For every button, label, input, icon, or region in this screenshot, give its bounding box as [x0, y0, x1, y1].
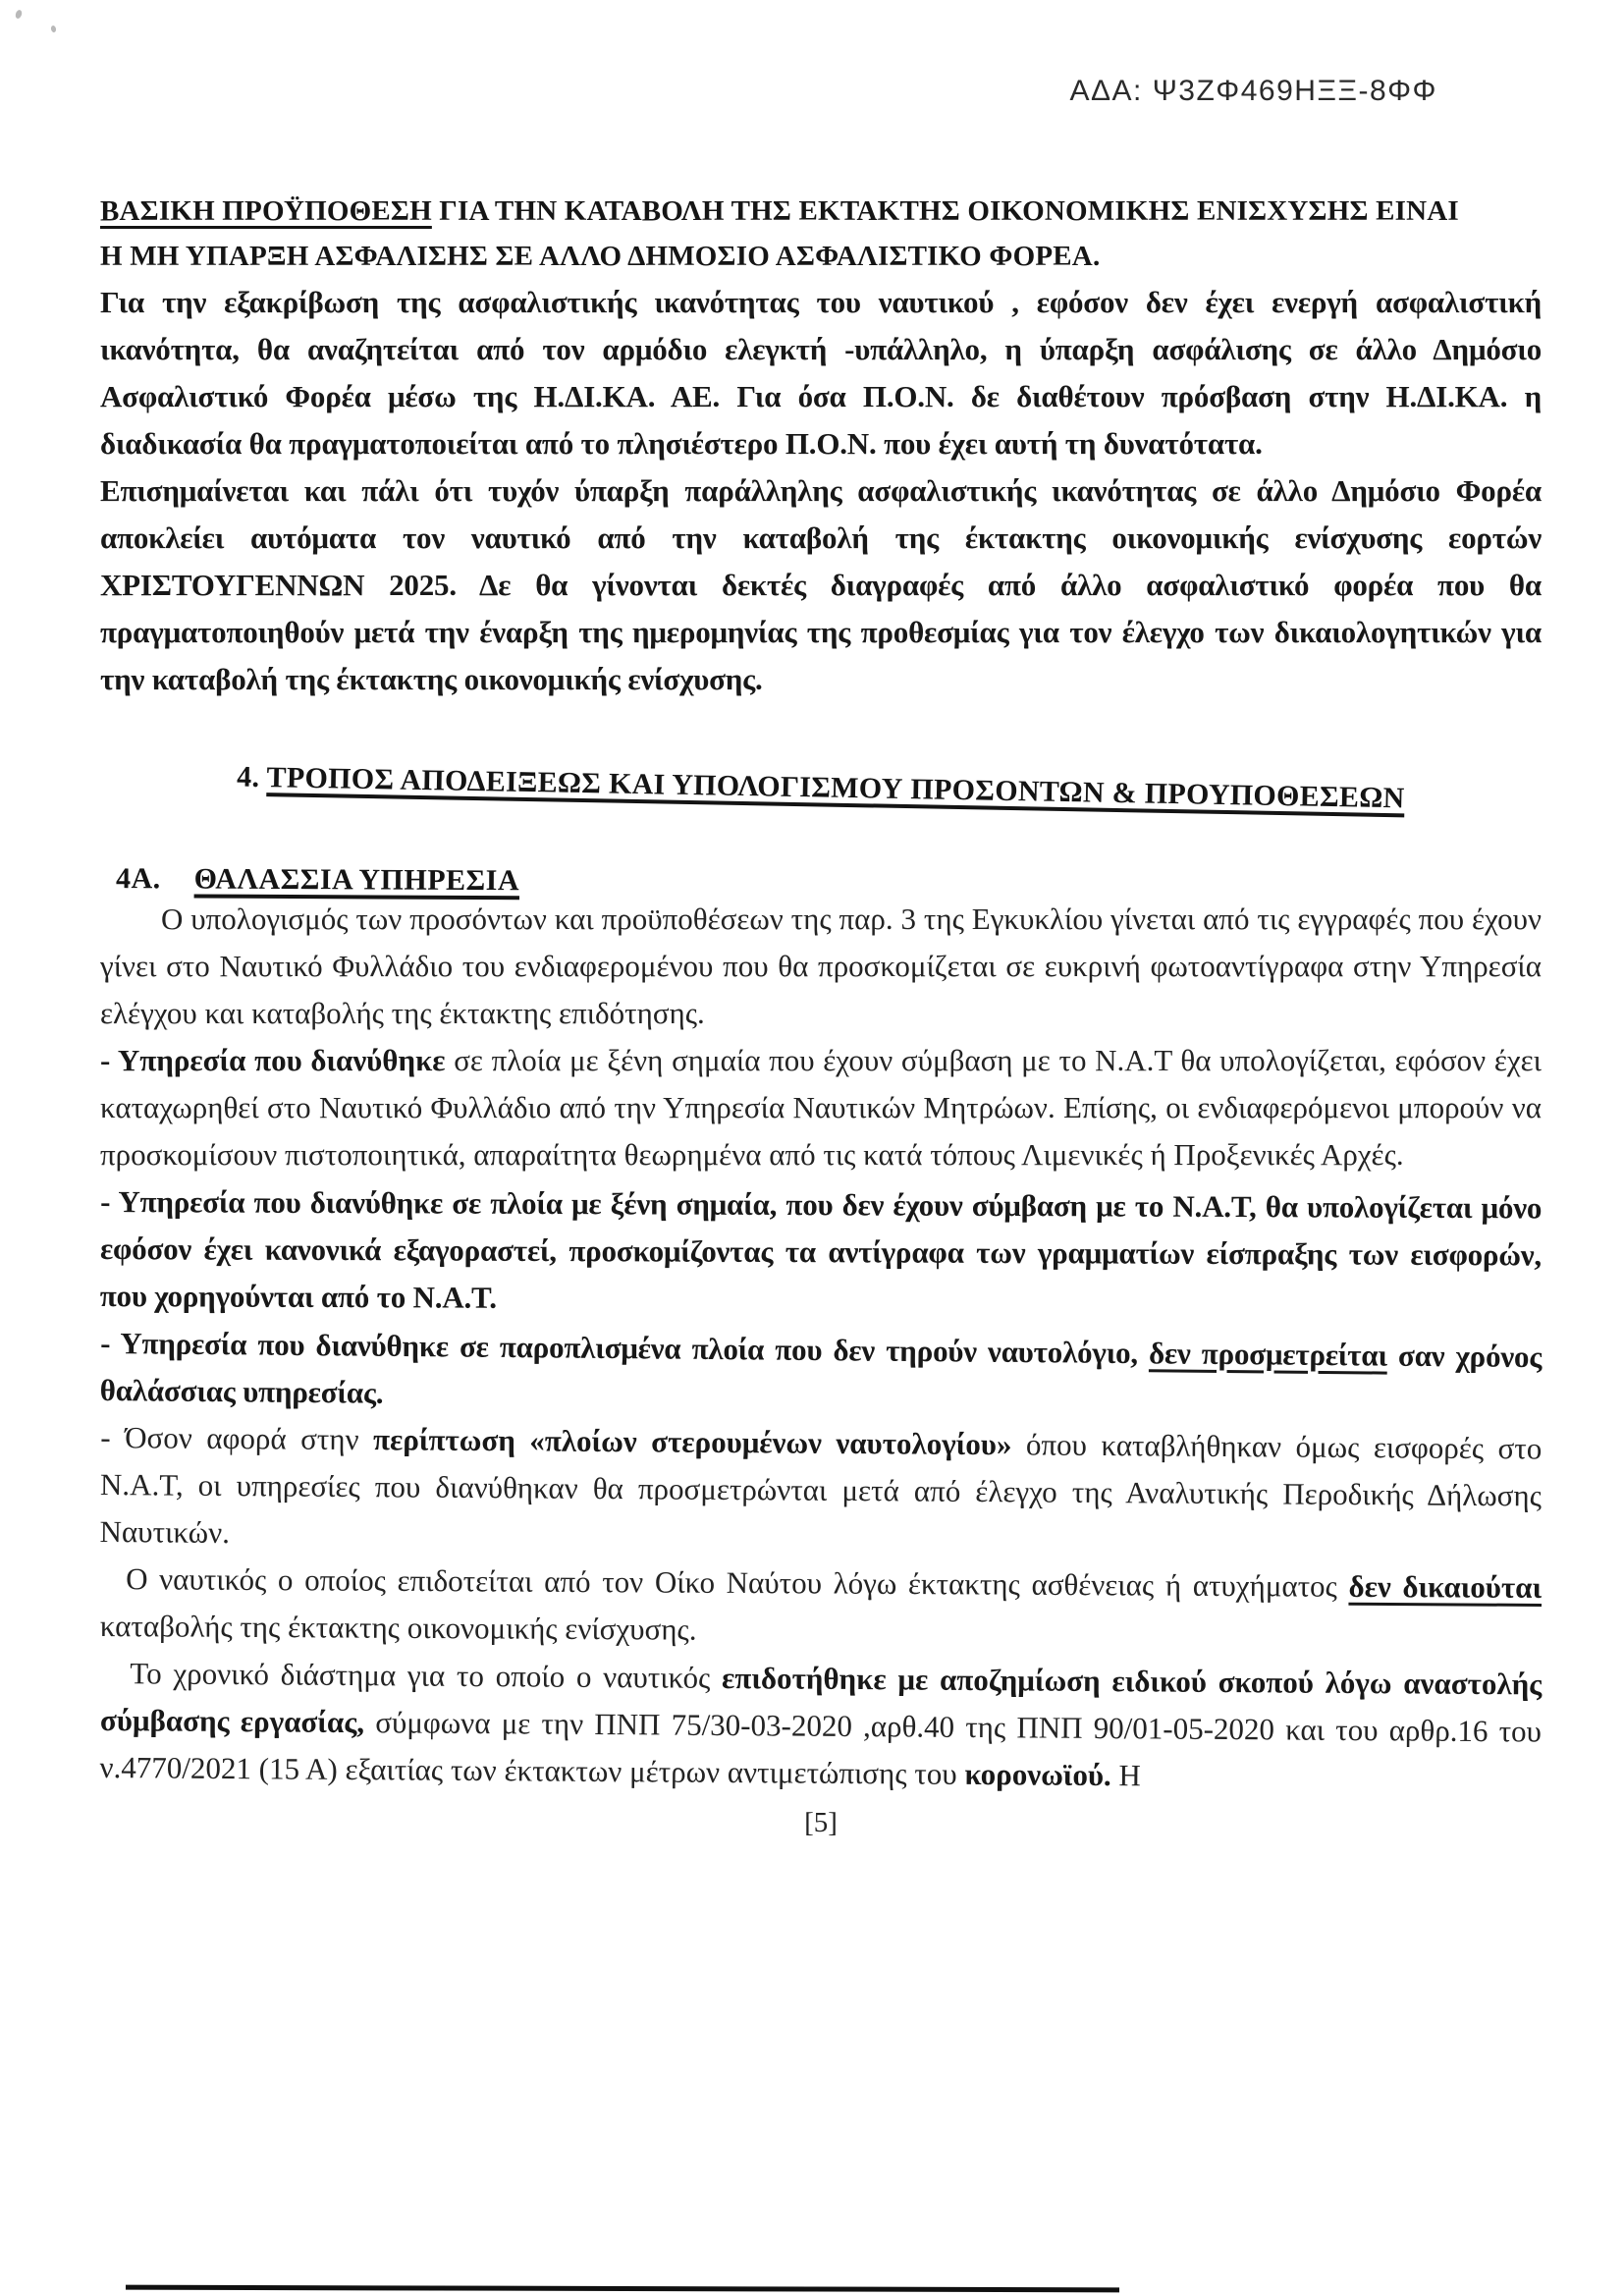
section-4a-number: 4Α.	[115, 862, 161, 896]
paragraph-body-text: σαν χρόνος θαλάσσιας υπηρεσίας.	[99, 1338, 1543, 1410]
not-counted-underlined: δεν προσμετρείται	[1148, 1336, 1388, 1373]
paragraph-ships-without-crew-list	[99, 1414, 1542, 1567]
main-heading-underlined: ΒΑΣΙΚΗ ΠΡΟΫΠΟΘΕΣΗ	[100, 195, 432, 227]
paragraph-foreign-flag-with-nat-contract	[100, 1037, 1542, 1178]
main-heading-line2: Η ΜΗ ΥΠΑΡΞΗ ΑΣΦΑΛΙΣΗΣ ΣΕ ΑΛΛΟ ΔΗΜΟΣΙΟ ΑΣΦΑΛΙΣΤΙΚΟ ΦΟΡΕΑ.	[100, 241, 1101, 272]
paragraph-special-purpose-compensation	[99, 1650, 1542, 1803]
paragraph-body-text: Το χρονικό διάστημα για το οποίο ο ναυτικός	[130, 1656, 723, 1695]
main-heading-line1	[100, 189, 1542, 234]
coronavirus-bold: κορονωϊού.	[964, 1756, 1111, 1793]
paragraph-body-text: Η	[1110, 1758, 1142, 1793]
paragraph-body-text: όπου καταβλήθηκαν όμως εισφορές στο Ν.Α.Τ, οι υπηρεσίες που διανύθηκαν θα προσμετρώνται μετά από έλεγχο της Αναλυτικής Περοδικής Δήλωσης Ναυτικών.	[99, 1427, 1543, 1551]
scan-speck	[15, 9, 24, 20]
compensation-bold: επιδοτήθηκε με αποζημίωση ειδικού σκοπού λόγω αναστολής σύμβασης εργασίας,	[99, 1660, 1543, 1740]
main-heading-rest: ΓΙΑ ΤΗΝ ΚΑΤΑΒΟΛΗ ΤΗΣ ΕΚΤΑΚΤΗΣ ΟΙΚΟΝΟΜΙΚΗΣ ΕΝΙΣΧΥΣΗΣ ΕΙΝΑΙ	[431, 195, 1459, 227]
case-bold: περίπτωση «πλοίων στερουμένων ναυτολογίου»	[372, 1422, 1012, 1462]
page-number: [5]	[804, 1807, 838, 1838]
paragraph-foreign-flag-without-nat-contract: - Υπηρεσία που διανύθηκε σε πλοία με ξένη σημαία, που δεν έχουν σύμβαση με το Ν.Α.Τ, θα υπολογίζεται μόνο εφόσον έχει κανονικά εξαγοραστεί, προσκομίζοντας τα αντίγραφα των γραμματίων είσπραξης των εισφορών, που χορηγούνται από το Ν.Α.Τ.	[99, 1184, 1543, 1315]
scan-edge-line	[126, 2285, 1119, 2293]
paragraph-body-text: καταβολής της έκτακτης οικονομικής ενίσχυσης.	[99, 1608, 697, 1647]
paragraph-insurance-verification: Για την εξακρίβωση της ασφαλιστικής ικανότητας του ναυτικού , εφόσον δεν έχει ενεργή ασφαλιστική ικανότητα, θα αναζητείται από τον αρμόδιο ελεγκτή -υπάλληλο, η ύπαρξη ασφάλισης σε άλλο Δημόσιο Ασφαλιστικό Φορέα μέσω της Η.ΔΙ.ΚΑ. ΑΕ. Για όσα Π.Ο.Ν. δε διαθέτουν πρόσβαση στην Η.ΔΙ.ΚΑ. η διαδικασία θα πραγματοποιείται από το πλησιέστερο Π.Ο.Ν. που έχει αυτή τη δυνατότατα.	[100, 285, 1542, 461]
not-entitled-underlined: δεν δικαιούται	[1348, 1568, 1543, 1605]
section-4-title: ΤΡΟΠΟΣ ΑΠΟΔΕΙΞΕΩΣ ΚΑΙ ΥΠΟΛΟΓΙΣΜΟΥ ΠΡΟΣΟΝΤΩΝ & ΠΡΟΥΠΟΘΕΣΕΩΝ	[266, 761, 1405, 815]
section-4-heading	[100, 758, 1542, 818]
ada-code: ΑΔΑ: Ψ3ΖΦ469ΗΞΞ-8ΦΦ	[1069, 75, 1437, 107]
main-heading	[100, 189, 1542, 279]
scan-speck	[50, 25, 57, 32]
paragraph-body-text: Ο ναυτικός ο οποίος επιδοτείται από τον Οίκο Ναύτου λόγω έκτακτης ασθένειας ή ατυχήματος	[126, 1561, 1349, 1604]
paragraph-sickness-subsidy-exclusion	[100, 1556, 1543, 1659]
section-4a-title: ΘΑΛΑΣΣΙΑ ΥΠΗΡΕΣΙΑ	[193, 862, 520, 898]
paragraph-body-text: σύμφωνα με την ΠΝΠ 75/30-03-2020 ,αρθ.40 της ΠΝΠ 90/01-05-2020 και του αρθρ.16 του ν.4770/2021 (15 Α) εξαιτίας των έκτακτων μέτρων αντιμετώπισης του	[99, 1705, 1543, 1791]
paragraph-laid-up-ships	[100, 1320, 1543, 1428]
document-content	[100, 0, 1542, 1839]
paragraph-qualification-calculation: Ο υπολογισμός των προσόντων και προϋποθέσεων της παρ. 3 της Εγκυκλίου γίνεται από τις εγγραφές που έχουν γίνει στο Ναυτικό Φυλλάδιο του ενδιαφερομένου που θα προσκομίζεται σε ευκρινή φωτοαντίγραφα στην Υπηρεσία ελέγχου και καταβολής της έκτακτης επιδότησης.	[100, 902, 1542, 1030]
paragraph-parallel-insurance-exclusion: Επισημαίνεται και πάλι ότι τυχόν ύπαρξη παράλληλης ασφαλιστικής ικανότητας σε άλλο Δημόσιο Φορέα αποκλείει αυτόματα τον ναυτικό από την καταβολή της έκτακτης οικονομικής ενίσχυσης εορτών ΧΡΙΣΤΟΥΓΕΝΝΩΝ 2025. Δε θα γίνονται δεκτές διαγραφές από άλλο ασφαλιστικό φορέα που θα πραγματοποιηθούν μετά την έναρξη της ημερομηνίας της προθεσμίας για τον έλεγχο των δικαιολογητικών για την καταβολή της έκτακτης οικονομικής ενίσχυσης.	[100, 473, 1542, 696]
paragraph-lead-bold: - Υπηρεσία που διανύθηκε	[100, 1043, 446, 1077]
paragraph-body-text: - Υπηρεσία που διανύθηκε σε παροπλισμένα πλοία που δεν τηρούν ναυτολόγιο,	[100, 1326, 1150, 1371]
paragraph-body-text: - Όσον αφορά στην	[100, 1420, 374, 1457]
paragraph-body-text: σε πλοία με ξένη σημαία που έχουν σύμβαση με το Ν.Α.Τ θα υπολογίζεται, εφόσον έχει καταχωρηθεί στο Ναυτικό Φυλλάδιο από την Υπηρεσία Ναυτικών Μητρώων. Επίσης, οι ενδιαφερόμενοι μπορούν να προσκομίσουν πιστοποιητικά, απαραίτητα θεωρημένα από τις κατά τόπους Λιμενικές ή Προξενικές Αρχές.	[100, 1043, 1543, 1172]
section-4-number: 4.	[236, 760, 260, 793]
